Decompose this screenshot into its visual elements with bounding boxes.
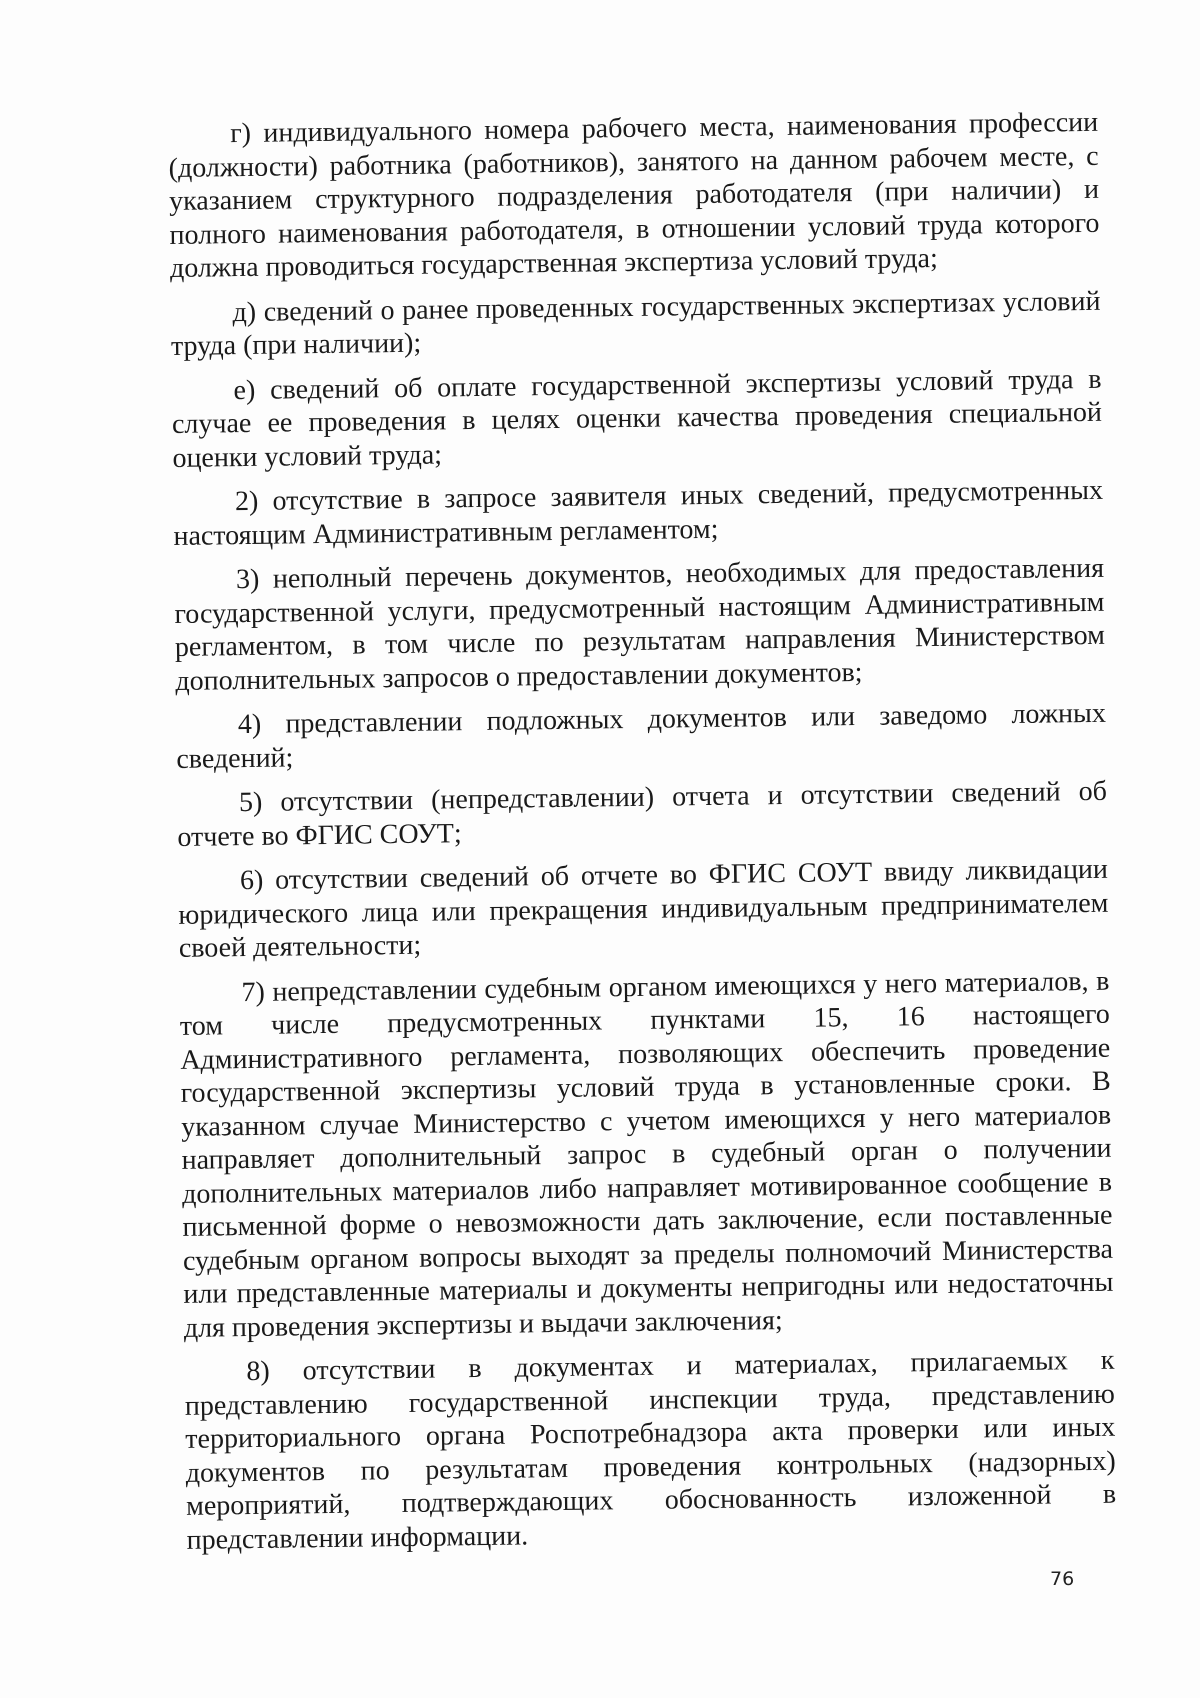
document-body bbox=[168, 106, 1117, 1568]
paragraph-5: 5) отсутствии (непредставлении) отчета и отсутствии сведений об отчете во ФГИС СОУТ; bbox=[177, 775, 1108, 853]
paragraph-3: 3) неполный перечень документов, необходимых для предоставления государственной услуги, предусмотренный настоящим Административным регламентом, в том числе по результатам направления Министерством дополнительных запросов о предоставлении документов; bbox=[174, 552, 1106, 697]
paragraph-6: 6) отсутствии сведений об отчете во ФГИС СОУТ ввиду ликвидации юридического лица или прекращения индивидуальным предпринимателем своей деятельности; bbox=[178, 853, 1109, 964]
paragraph-2: 2) отсутствие в запросе заявителя иных сведений, предусмотренных настоящим Административным регламентом; bbox=[173, 474, 1104, 552]
paragraph-d: д) сведений о ранее проведенных государственных экспертизах условий труда (при наличии); bbox=[170, 285, 1101, 362]
paragraph-4: 4) представлении подложных документов или заведомо ложных сведений; bbox=[176, 697, 1107, 775]
paragraph-8: 8) отсутствии в документах и материалах, прилагаемых к представлению государственной инспекции труда, представлению территориального органа Роспотребнадзора акта проверки или иных документов по результатам проведения контрольных (надзорных) мероприятий, подтверждающих обоснованность изложенной в представлении информации. bbox=[184, 1344, 1117, 1556]
paragraph-g: г) индивидуального номера рабочего места, наименования профессии (должности) работника (работников), занятого на данном рабочем месте, с указанием структурного подразделения работодателя (при наличии) и полного наименования работодателя, в отношении условий труда которого должна проводиться государственная экспертиза условий труда; bbox=[168, 106, 1100, 284]
page-number: 76 bbox=[1050, 1568, 1075, 1590]
paragraph-7: 7) непредставлении судебным органом имеющихся у него материалов, в том числе предусмотренных пунктами 15, 16 настоящего Административного регламента, позволяющих обеспечить проведение государственной экспертизы условий труда в установленные сроки. В указанном случае Министерство с учетом имеющихся у него материалов направляет дополнительный запрос в судебный орган о получении дополнительных материалов либо направляет мотивированное сообщение в письменной форме о невозможности дать заключение, если поставленные судебным органом вопросы выходят за пределы полномочий Министерства или представленные материалы и документы непригодны или недостаточны для проведения экспертизы и выдачи заключения; bbox=[179, 965, 1114, 1344]
paragraph-e: е) сведений об оплате государственной экспертизы условий труда в случае ее проведения в целях оценки качества проведения специальной оценки условий труда; bbox=[171, 363, 1103, 474]
